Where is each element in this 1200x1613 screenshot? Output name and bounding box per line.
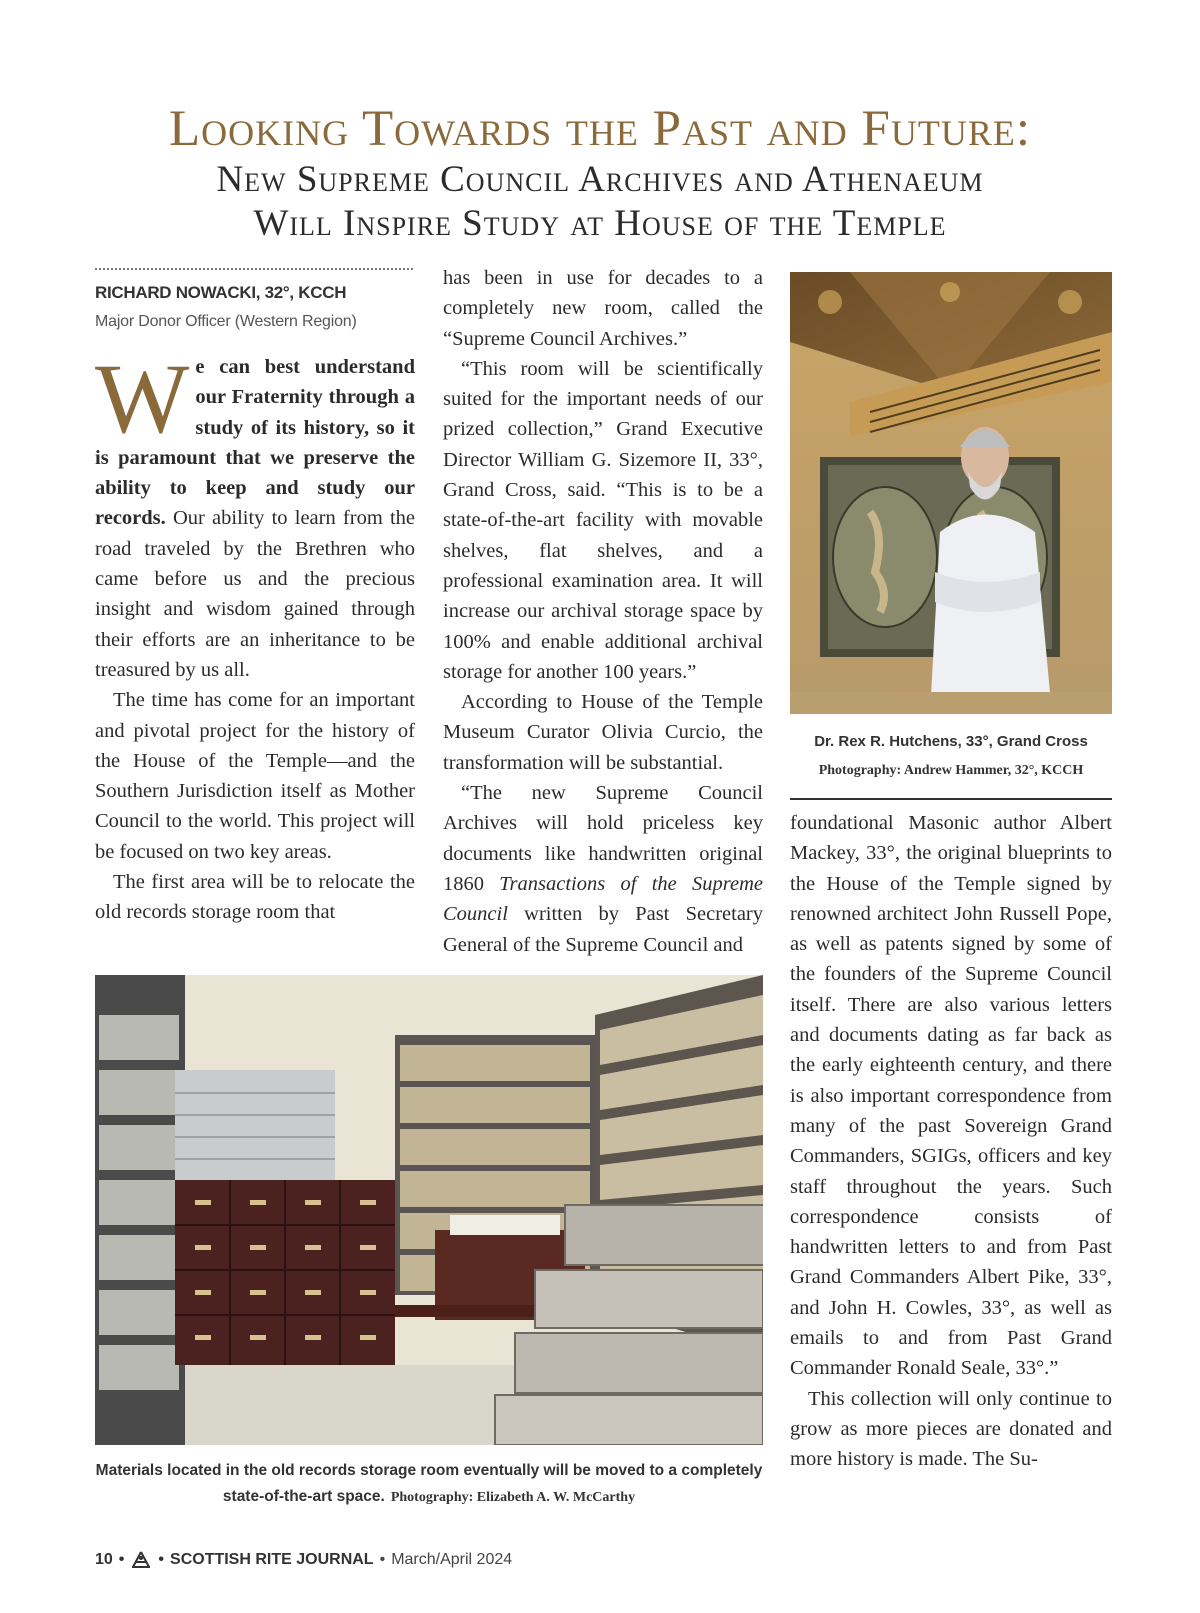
page-number: 10 (95, 1551, 113, 1568)
issue-date: March/April 2024 (391, 1551, 513, 1568)
paragraph-5: “This room will be scientifically suited for the important needs of our prized collection,” Grand Executive Director William G. Sizemore II, 33°, Grand Cross, said. “This is to be a state-of-the-art facility with movable shelves, flat shelves, and a professional examination area. It will increase our archival storage space by 100% and enable additional archival storage for another 100 years.” (443, 357, 763, 683)
author-name: RICHARD NOWACKI, 32°, KCCH (95, 283, 347, 302)
article-column-3 (790, 808, 1112, 1475)
paragraph-7-part-a: “The new Supreme Council Archives will hold priceless key documents like handwritten original 1860 (443, 782, 763, 895)
article-title: Looking Towards the Past and Future: (169, 101, 1031, 157)
article-subtitle-line-1: New Supreme Council Archives and Athenaeum (216, 159, 984, 200)
caption-divider (790, 798, 1112, 800)
article-column-2 (443, 263, 763, 960)
paragraph-1 (95, 343, 415, 685)
paragraph-2: The time has come for an important and pivotal project for the history of the House of the Temple—and the Southern Jurisdiction itself as Mother Council to the world. This project will be focused on two key areas. (95, 689, 415, 863)
article-title-block (40, 100, 1160, 246)
lead-in-text: e can best understand our Fraternity through a study of its history, so it is paramount that we preserve the ability to keep and study our records. (95, 356, 415, 530)
journal-name: SCOTTISH RITE JOURNAL (170, 1551, 374, 1568)
paragraph-6: According to House of the Temple Museum Curator Olivia Curcio, the transformation will be substantial. (443, 691, 763, 774)
portrait-photo-image (790, 272, 1112, 714)
paragraph-8: foundational Masonic author Albert Mackey, 33°, the original blueprints to the House of the Temple signed by renowned architect John Russell Pope, as well as patents signed by some of the founders of the Supreme Council itself. There are also various letters and documents dating as far back as the early eighteenth century, and there is also important correspondence from many of the past Sovereign Grand Commanders, SGIGs, officers and key staff throughout the years. Such correspondence consists of handwritten letters to and from Past Grand Commanders Albert Pike, 33°, and John H. Cowles, 33°, as well as emails to and from Past Grand Commander Ronald Seale, 33°.” (790, 812, 1112, 1380)
page-footer (95, 1550, 512, 1570)
paragraph-4: has been in use for decades to a completely new room, called the “Supreme Council Archives.” (443, 267, 763, 350)
portrait-caption: Dr. Rex R. Hutchens, 33°, Grand Cross (814, 733, 1088, 750)
storage-room-photo-image (95, 975, 763, 1445)
article-column-1 (95, 343, 415, 928)
author-role: Major Donor Officer (Western Region) (95, 313, 357, 330)
drop-cap: W (95, 343, 190, 454)
storage-room-caption-text: Materials located in the old records storage room eventually will be moved to a completely state-of-the-art space. (95, 1462, 763, 1505)
portrait-photo-credit: Photography: Andrew Hammer, 32°, KCCH (818, 763, 1084, 778)
storage-room-caption (95, 1458, 763, 1511)
double-headed-eagle-icon (130, 1550, 152, 1570)
paragraph-3: The first area will be to relocate the old records storage room that (95, 871, 415, 924)
paragraph-7 (443, 778, 763, 960)
footer-bullet: • (158, 1551, 165, 1568)
publication-title: Transactions of the Supreme Council (443, 872, 764, 926)
storage-room-photo-credit: Photography: Elizabeth A. W. McCarthy (390, 1490, 636, 1505)
paragraph-9: This collection will only continue to grow as more pieces are donated and more history is made. The Su- (790, 1387, 1112, 1471)
paragraph-1-rest: Our ability to learn from the road traveled by the Brethren who came before us and the precious insight and wisdom gained through their efforts are an inheritance to be treasured by us all. (95, 507, 415, 681)
byline-divider (95, 268, 413, 270)
storage-room-photo (95, 975, 763, 1445)
portrait-photo (790, 272, 1112, 714)
paragraph-7-part-b: written by Past Secretary General of the Supreme Council and (443, 903, 763, 956)
footer-bullet: • (118, 1551, 125, 1568)
article-subtitle-line-2: Will Inspire Study at House of the Temple (253, 203, 947, 244)
footer-bullet: • (379, 1551, 386, 1568)
